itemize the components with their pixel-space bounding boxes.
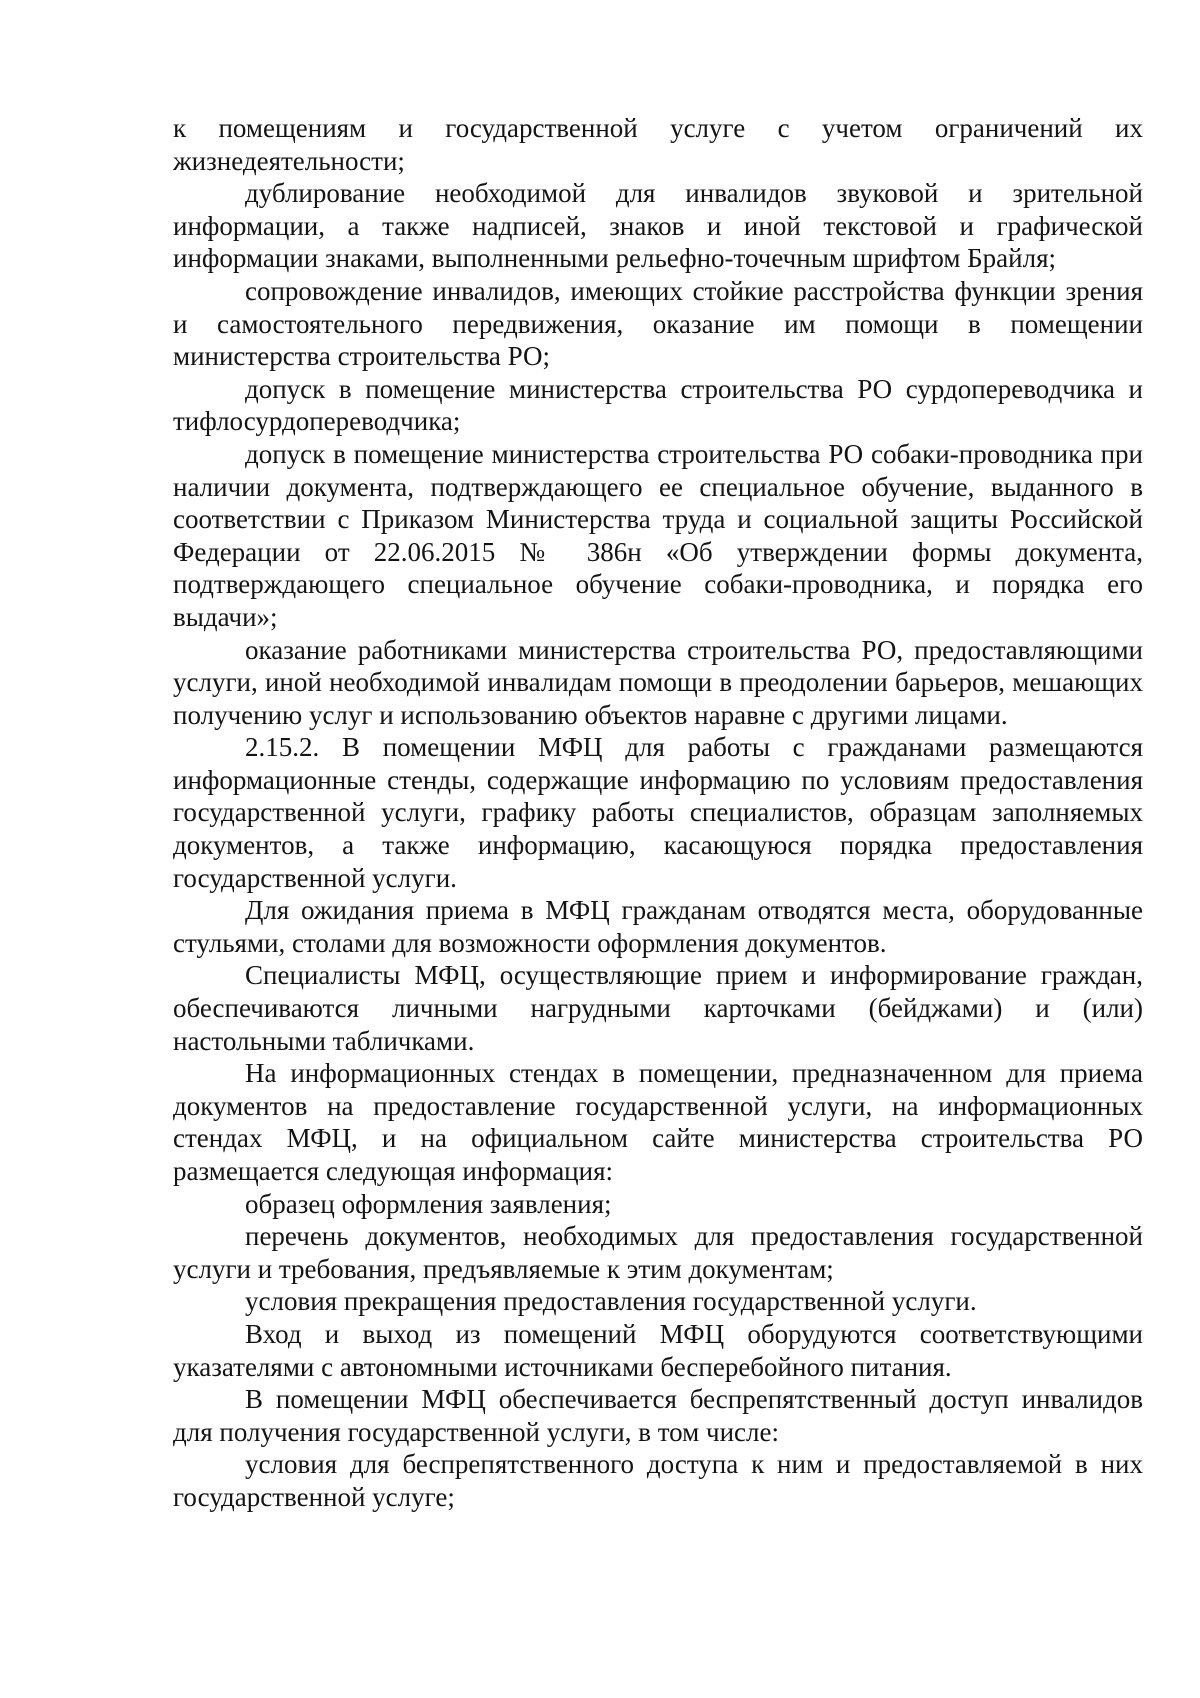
paragraph-guide-dog: допуск в помещение министерства строительства РО собаки-проводника при наличии документа, подтверждающего ее специальное обучение, выданного в соответствии с Приказом Министерства труда и социальной защиты Российской Федерации от 22.06.2015 № 386н «Об утверждении формы документа, подтверждающего специальное обучение собаки-проводника, и порядка его выдачи»; <box>173 438 1143 632</box>
paragraph-info-stands: На информационных стендах в помещении, предназначенном для приема документов на предоставление государственной услуги, на информационных стендах МФЦ, и на официальном сайте министерства строительства РО размещается следующая информация: <box>173 1058 1143 1186</box>
paragraph-section-2-15-2: 2.15.2. В помещении МФЦ для работы с гражданами размещаются информационные стенды, содержащие информацию по условиям предоставления государственной услуги, графику работы специалистов, образцам заполняемых документов, а также информацию, касающуюся порядка предоставления государственной услуги. <box>173 732 1143 893</box>
paragraph-access-conditions: условия для беспрепятственного доступа к ним и предоставляемой в них государственной услуге; <box>173 1449 1143 1512</box>
document-body <box>173 112 1143 1514</box>
paragraph-badges: Специалисты МФЦ, осуществляющие прием и информирование граждан, обеспечиваются личными нагрудными карточками (бейджами) и (или) настольными табличками. <box>173 960 1143 1056</box>
paragraph-braille-duplication: дублирование необходимой для инвалидов звуковой и зрительной информации, а также надписей, знаков и иной текстовой и графической информации знаками, выполненными рельефно-точечным шрифтом Брайля; <box>173 178 1143 274</box>
list-item-termination-conditions: условия прекращения предоставления государственной услуги. <box>245 1286 977 1317</box>
paragraph-escort: сопровождение инвалидов, имеющих стойкие расстройства функции зрения и самостоятельного передвижения, оказание им помощи в помещении министерства строительства РО; <box>173 275 1143 372</box>
paragraph-continuation: к помещениям и государственной услуге с учетом ограничений их жизнедеятельности; <box>173 113 1143 176</box>
paragraph-staff-assistance: оказание работниками министерства строительства РО, предоставляющими услуги, иной необходимой инвалидам помощи в преодолении барьеров, мешающих получению услуг и использованию объектов наравне с другими лицами. <box>173 634 1143 730</box>
paragraph-sign-interpreter: допуск в помещение министерства строительства РО сурдопереводчика и тифлосурдопереводчика; <box>173 373 1143 437</box>
list-item-documents-list: перечень документов, необходимых для предоставления государственной услуги и требования, предъявляемые к этим документам; <box>173 1221 1143 1284</box>
paragraph-unobstructed-access: В помещении МФЦ обеспечивается беспрепятственный доступ инвалидов для получения государственной услуги, в том числе: <box>173 1384 1143 1447</box>
paragraph-waiting-area: Для ожидания приема в МФЦ гражданам отводятся места, оборудованные стульями, столами для возможности оформления документов. <box>173 895 1143 958</box>
list-item-application-sample: образец оформления заявления; <box>245 1188 612 1219</box>
paragraph-entrance-signs: Вход и выход из помещений МФЦ оборудуются соответствующими указателями с автономными источниками бесперебойного питания. <box>173 1318 1143 1382</box>
